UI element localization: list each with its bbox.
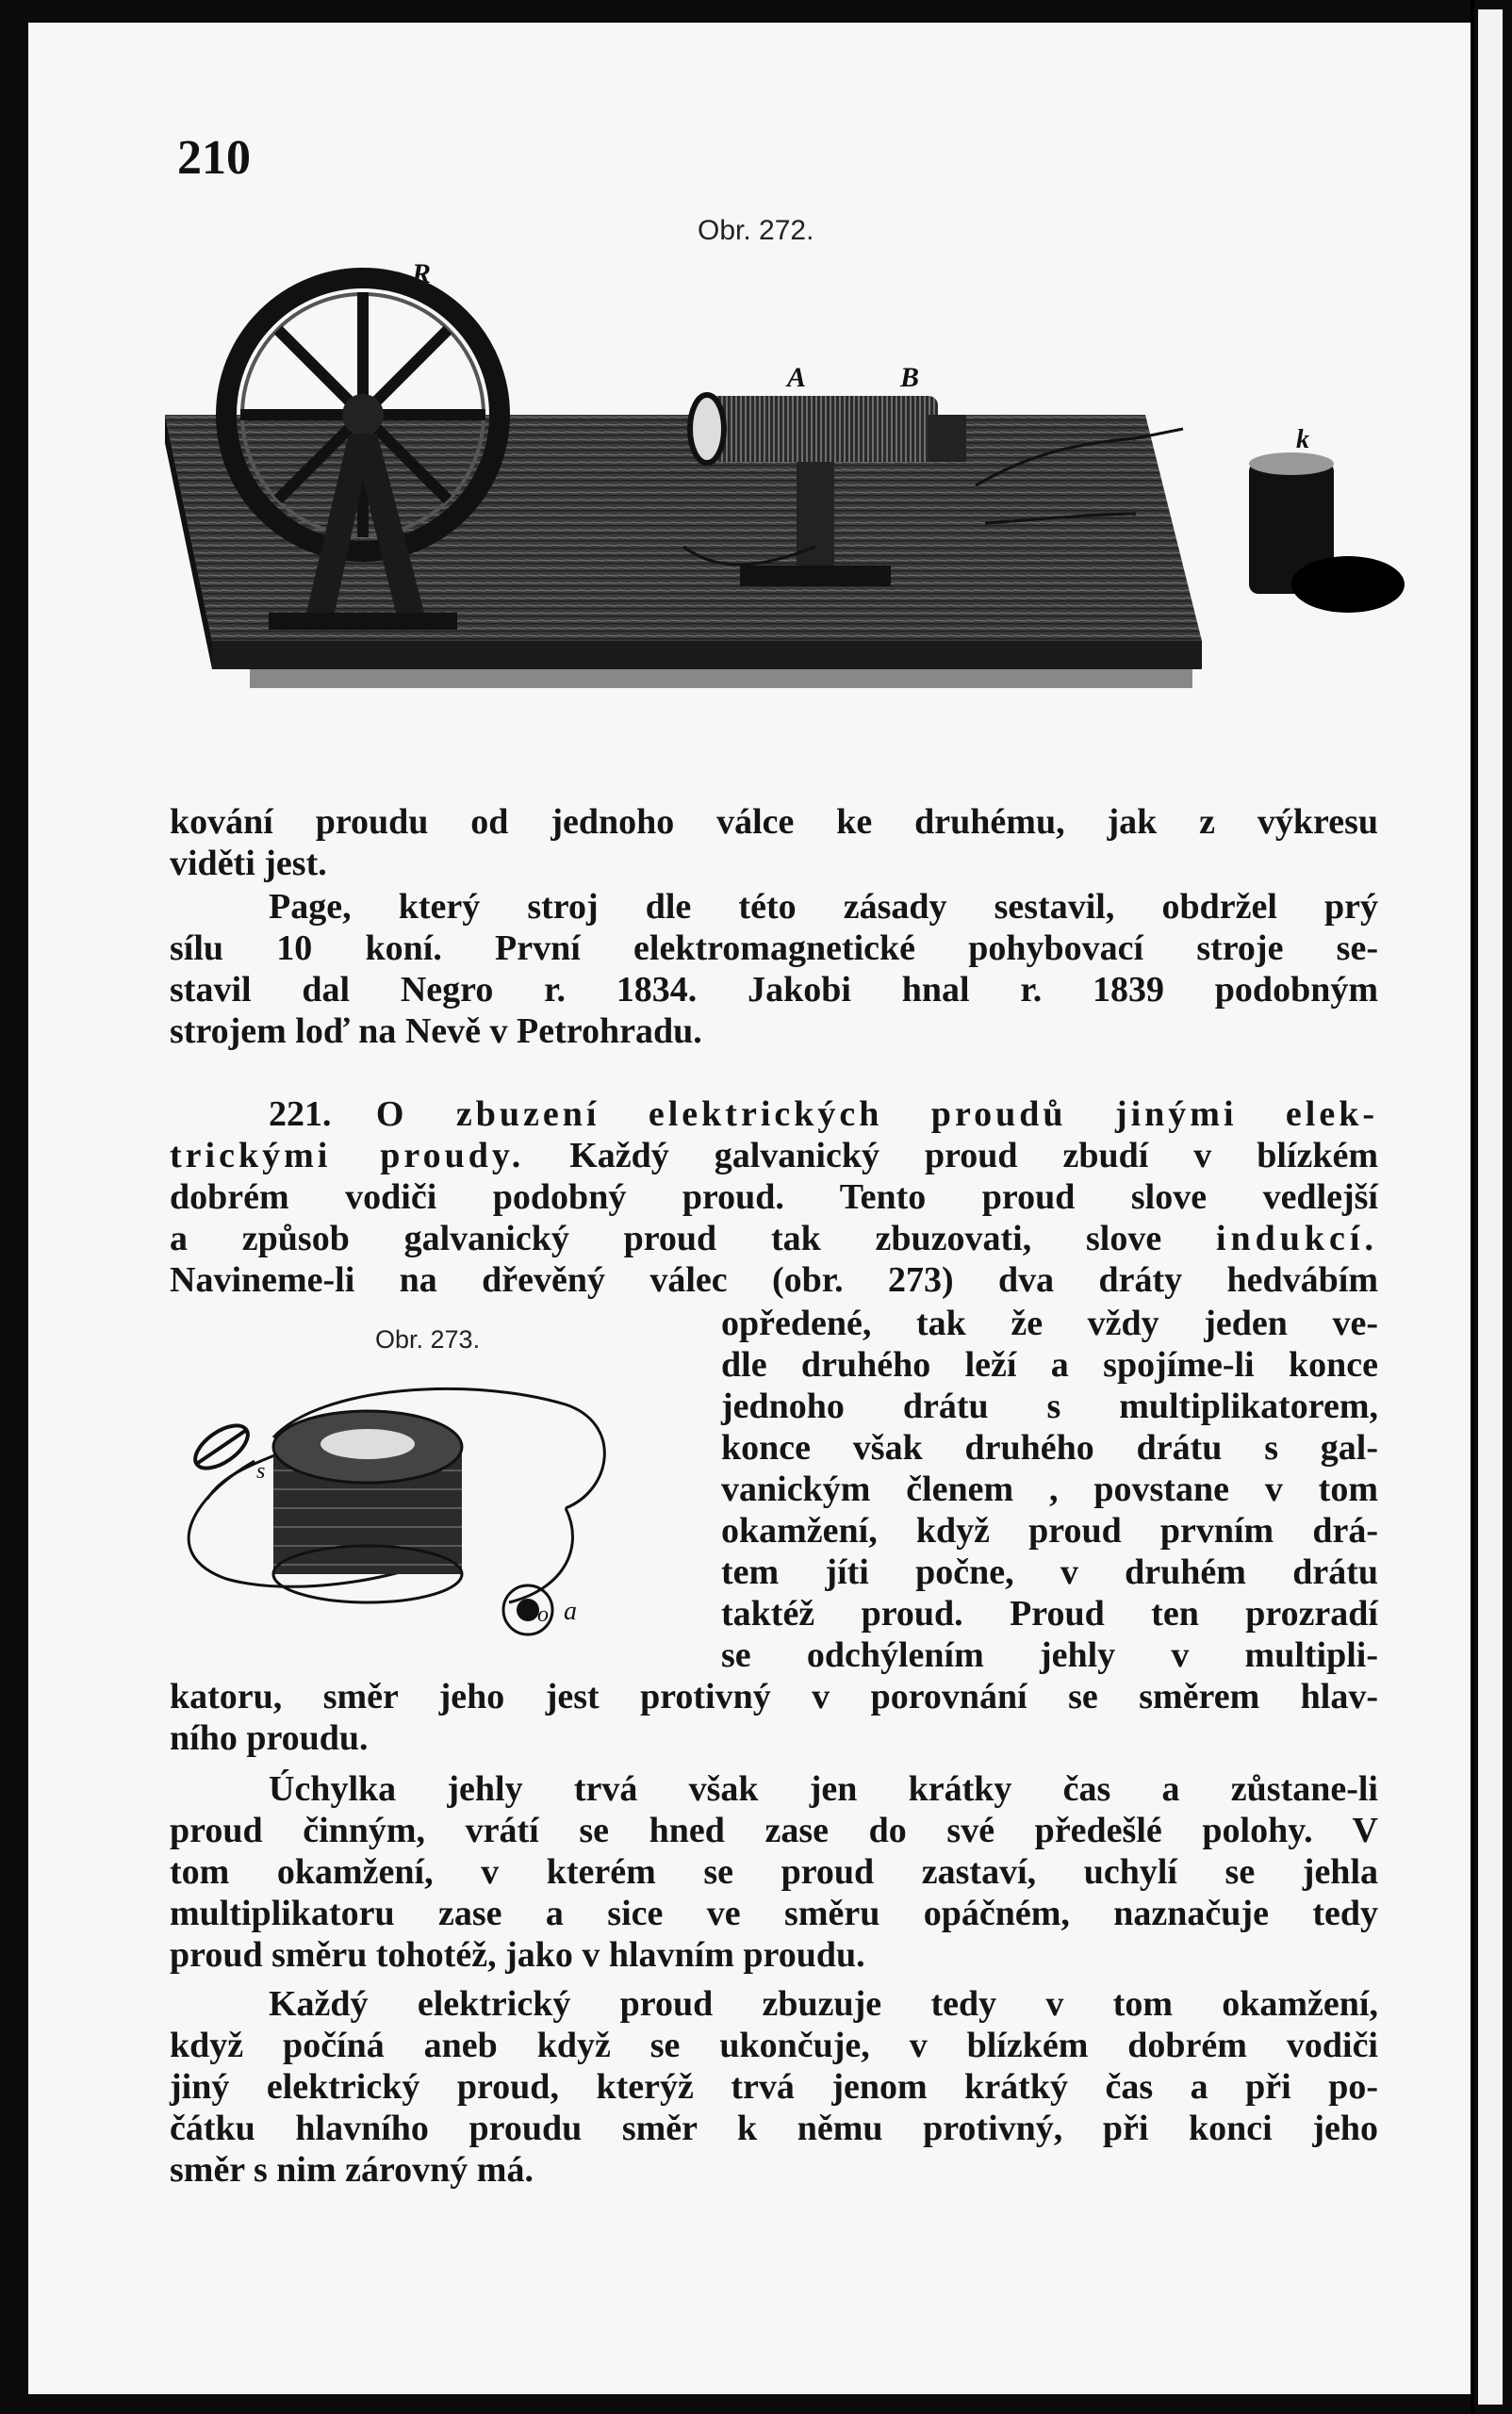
wrap-line: jednoho drátu s multiplikatorem, (721, 1387, 1378, 1426)
wrap-line: tem jíti počne, v druhém drátu (721, 1552, 1378, 1592)
text-line: Navineme-li na dřevěný válec (obr. 273) dva dráty hedvábím (170, 1260, 1378, 1300)
wrap-line: okamžení, když proud prvním drá- (721, 1511, 1378, 1551)
text-line: stavil dal Negro r. 1834. Jakobi hnal r. 1839 podobným (170, 970, 1378, 1010)
wooden-cylinder-coil (273, 1411, 462, 1602)
section-number: 221. (269, 1094, 332, 1134)
wrap-line: taktéž proud. Proud ten prozradí (721, 1594, 1378, 1634)
label-o: o (537, 1602, 549, 1627)
text-line: směr s nim zárovný má. (170, 2150, 534, 2190)
figure-273-illustration (170, 1357, 669, 1659)
text-line: ního proudu. (170, 1718, 369, 1758)
term-indukci: indukcí. (1215, 1219, 1378, 1258)
label-k: k (1296, 425, 1309, 454)
text-line: strojem loď na Nevě v Petrohradu. (170, 1011, 702, 1051)
section-221 (170, 1093, 1378, 1301)
paragraph-4 (170, 1768, 1378, 1976)
wrap-line: se odchýlením jehly v multipli- (721, 1635, 1378, 1675)
text-line: když počíná aneb když se ukončuje, v blízkém dobrém vodiči (170, 2026, 1378, 2065)
page-number: 210 (177, 131, 251, 185)
section-heading-line-2 (170, 1135, 1378, 1176)
paragraph-1 (170, 801, 1378, 884)
text-line: tom okamžení, v kterém se proud zastaví, uchylí se jehla (170, 1852, 1378, 1892)
wrap-line: konce však druhého drátu s gal- (721, 1428, 1378, 1468)
text-line: Každý elektrický proud zbuzuje tedy v tom okamžení, (269, 1984, 1378, 2024)
text-line: viděti jest. (170, 844, 327, 883)
text-line: proud směru tohotéž, jako v hlavním proudu. (170, 1935, 865, 1975)
battery-cell (1249, 452, 1405, 613)
text-line: jiný elektrický proud, kterýž trvá jenom krátký čas a při po- (170, 2067, 1378, 2107)
text-line: kování proudu od jednoho válce ke druhému, jak z výkresu (170, 802, 1378, 842)
label-s: s (256, 1459, 266, 1484)
text-line: dobrém vodiči podobný proud. Tento proud slove vedlejší (170, 1177, 1378, 1217)
text-line: Úchylka jehly trvá však jen krátky čas a zůstane-li (269, 1769, 1378, 1809)
figure-273-caption: Obr. 273. (375, 1325, 481, 1354)
paragraph-after-figure (170, 1676, 1378, 1759)
figure-272-caption: Obr. 272. (698, 215, 814, 246)
section-heading-line-1 (170, 1093, 1378, 1135)
section-title-part-2: trickými proudy. (170, 1136, 525, 1175)
label-R: R (412, 264, 432, 289)
text-line: čátku hlavního proudu směr k němu protivný, při konci jeho (170, 2109, 1378, 2148)
next-page-strip (1478, 9, 1503, 2405)
section-line-1-rest: Každý galvanický proud zbudí v blízkém (569, 1136, 1379, 1175)
line-3-prefix: a způsob galvanický proud tak zbuzovati, slove (170, 1219, 1162, 1258)
text-line: sílu 10 koní. První elektromagnetické pohybovací stroje se- (170, 928, 1378, 968)
paragraph-5 (170, 1983, 1378, 2191)
section-title-part-1: O zbuzení elektrických proudů jinými elek- (375, 1094, 1378, 1134)
label-A: A (787, 362, 807, 393)
text-line: proud činným, vrátí se hned zase do své předešlé polohy. V (170, 1811, 1378, 1850)
paragraph-2 (170, 886, 1378, 1052)
label-a: a (564, 1597, 577, 1626)
wrap-line: dle druhého leží a spojíme-li konce (721, 1345, 1378, 1385)
text-line: Page, který stroj dle této zásady sestavil, obdržel prý (269, 887, 1378, 927)
figure-272-illustration (156, 264, 1423, 773)
text-line-with-term (170, 1218, 1378, 1259)
wrapped-paragraph (721, 1303, 1378, 1676)
text-line: katoru, směr jeho jest protivný v porovnání se směrem hlav- (170, 1677, 1378, 1716)
wrap-line: opředené, tak že vždy jeden ve- (721, 1304, 1378, 1343)
text-line: multiplikatoru zase a sice ve směru opáčném, naznačuje tedy (170, 1894, 1378, 1933)
label-B: B (900, 362, 920, 393)
scan-edge-line (1471, 0, 1474, 2414)
wrap-line: vanickým členem , povstane v tom (721, 1470, 1378, 1509)
